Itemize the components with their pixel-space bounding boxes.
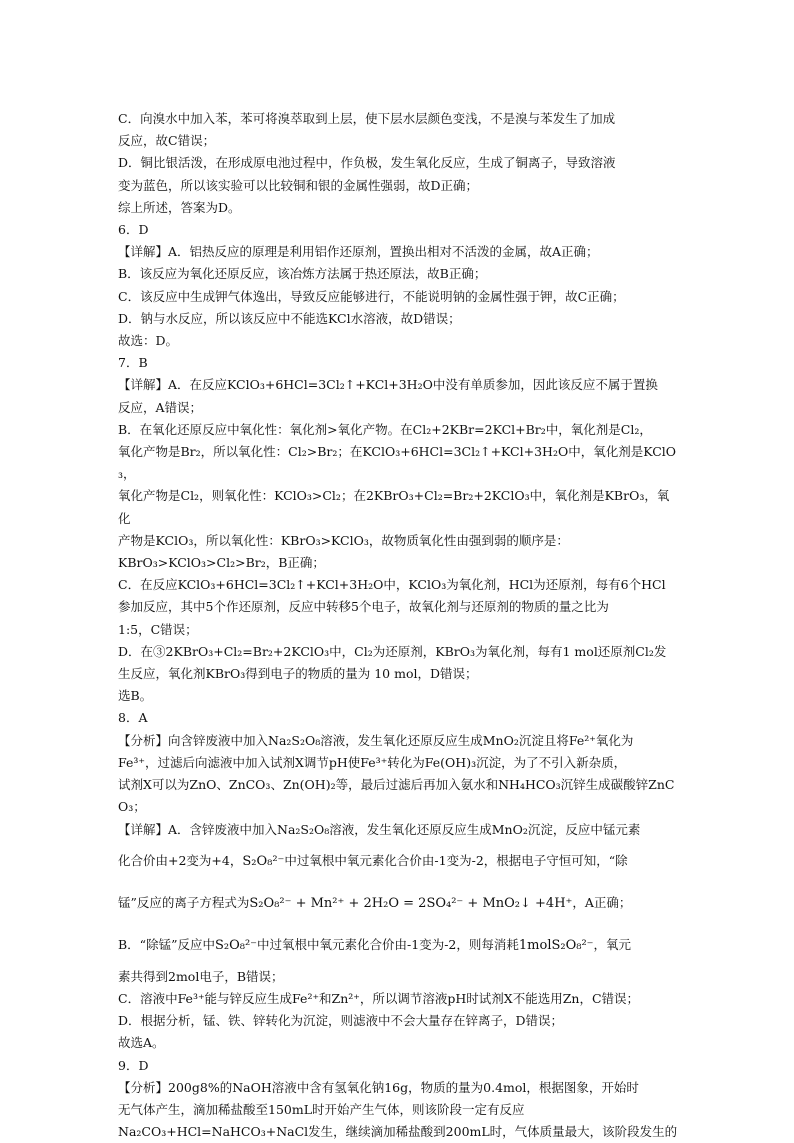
text-line: 氧化产物是Br₂，所以氧化性：Cl₂>Br₂；在KClO₃+6HCl=3Cl₂↑+KCl+3H₂O中，氧化剂是KClO₃，	[118, 444, 677, 482]
text-line: 生反应，氧化剂KBrO₃得到电子的物质的量为 10 mol，D错误；	[118, 666, 478, 682]
text-line: 反应，故C错误；	[118, 133, 216, 149]
text-line: D．根据分析，锰、铁、锌转化为沉淀，则滤液中不会大量存在锌离子，D错误；	[118, 1013, 564, 1029]
text-line: D．钠与水反应，所以该反应中不能选KCl水溶液，故D错误；	[118, 310, 461, 326]
text-span: ，氧元	[593, 936, 632, 952]
text-span: 化合价由+2变为+4，	[118, 852, 243, 868]
text-line: 试剂X可以为ZnO、ZnCO₃、Zn(OH)₂等，最后过滤后再加入氨水和NH₄HCO₃沉锌生成碳酸锌ZnCO₃；	[118, 777, 675, 815]
question-number: 7．B	[118, 355, 148, 371]
text-line-with-equation	[118, 882, 678, 925]
text-line: 【分析】200g8%的NaOH溶液中含有氢氧化钠16g，物质的量为0.4mol，根据图象，开始时	[118, 1079, 639, 1095]
text-line: 【详解】A．在反应KClO₃+6HCl=3Cl₂↑+KCl+3H₂O中没有单质参加，因此该反应不属于置换	[118, 377, 658, 393]
question-number: 8．A	[118, 710, 148, 726]
ion-formula: 1molS₂O₈²⁻	[518, 937, 594, 953]
text-line: KBrO₃>KClO₃>Cl₂>Br₂，B正确；	[118, 555, 325, 571]
text-line-with-formula	[118, 925, 678, 966]
text-line: Na₂CO₃+HCl=NaHCO₃+NaCl发生，继续滴加稀盐酸到200mL时，气体质量最大，该阶段发生的	[118, 1124, 678, 1140]
text-line: D．铜比银活泼，在形成原电池过程中，作负极，发生氧化反应，生成了铜离子，导致溶液	[118, 155, 616, 171]
text-line: 无气体产生，滴加稀盐酸至150mL时开始产生气体，则该阶段一定有反应	[118, 1101, 525, 1117]
text-span: 中过氧根中氧元素化合价由-1变为-2，根据电子守恒可知，“除	[284, 852, 628, 868]
text-line-with-formula	[118, 841, 678, 882]
text-line: 故选A。	[118, 1035, 165, 1051]
text-line: C．在反应KClO₃+6HCl=3Cl₂↑+KCl+3H₂O中，KClO₃为氧化剂，HCl为还原剂，每有6个HCl	[118, 577, 666, 593]
text-span: 锰”反应的离子方程式为	[118, 894, 250, 910]
text-span: B．“除锰”反应中	[118, 936, 215, 952]
ion-formula: S₂O₈²⁻	[214, 937, 258, 953]
text-line: B．该反应为氧化还原反应，该冶炼方法属于热还原法，故B正确；	[118, 266, 487, 282]
text-line: 【分析】向含锌废液中加入Na₂S₂O₈溶液，发生氧化还原反应生成MnO₂沉淀且将Fe²⁺氧化为	[118, 732, 634, 748]
text-line: 【详解】A．铝热反应的原理是利用铝作还原剂，置换出相对不活泼的金属，故A正确；	[118, 244, 599, 260]
text-line: 变为蓝色，所以该实验可以比较铜和银的金属性强弱，故D正确；	[118, 177, 479, 193]
text-line: C．该反应中生成钾气体逸出，导致反应能够进行，不能说明钠的金属性强于钾，故C正确；	[118, 288, 625, 304]
ion-formula: S₂O₈²⁻	[242, 853, 285, 869]
text-line: Fe³⁺，过滤后向滤液中加入试剂X调节pH使Fe³⁺转化为Fe(OH)₃沉淀，为了不引入新杂质，	[118, 754, 627, 770]
text-line: 1:5，C错误；	[118, 621, 198, 637]
text-line: 氧化产物是Cl₂，则氧化性：KClO₃>Cl₂；在2KBrO₃+Cl₂=Br₂+2KClO₃中，氧化剂是KBrO₃，氧化	[118, 488, 670, 526]
ionic-equation: S₂O₈²⁻ + Mn²⁺ + 2H₂O = 2SO₄²⁻ + MnO₂↓ +4H⁺	[249, 895, 573, 911]
text-line: C．溶液中Fe³⁺能与锌反应生成Fe²⁺和Zn²⁺，所以调节溶液pH时试剂X不能选用Zn，C错误；	[118, 990, 640, 1006]
text-span: 中过氧根中氧元素化合价由-1变为-2，则每消耗	[257, 936, 519, 952]
text-line: D．在③2KBrO₃+Cl₂=Br₂+2KClO₃中，Cl₂为还原剂，KBrO₃为氧化剂，每有1 mol还原剂Cl₂发	[118, 643, 667, 659]
text-line: 参加反应，其中5个作还原剂，反应中转移5个电子，故氧化剂与还原剂的物质的量之比为	[118, 599, 609, 615]
text-line: 故选：D。	[118, 333, 179, 349]
text-line: 反应，A错误；	[118, 399, 203, 415]
question-number: 6．D	[118, 222, 149, 238]
text-line: B．在氧化还原反应中氧化性：氧化剂>氧化产物。在Cl₂+2KBr=2KCl+Br₂中，氧化剂是Cl₂，	[118, 421, 652, 437]
answer-document	[118, 108, 678, 1143]
text-line: 选B。	[118, 688, 153, 704]
text-line: 综上所述，答案为D。	[118, 199, 241, 215]
text-line: C．向溴水中加入苯，苯可将溴萃取到上层，使下层水层颜色变浅，不是溴与苯发生了加成	[118, 111, 616, 126]
question-number: 9．D	[118, 1057, 149, 1073]
text-line: 【详解】A．含锌废液中加入Na₂S₂O₈溶液，发生氧化还原反应生成MnO₂沉淀，反应中锰元素	[118, 821, 641, 837]
text-line: 产物是KClO₃，所以氧化性：KBrO₃>KClO₃，故物质氧化性由强到弱的顺序是：	[118, 532, 569, 548]
text-line: 素共得到2mol电子，B错误；	[118, 968, 284, 984]
text-span: ，A正确；	[572, 894, 632, 910]
